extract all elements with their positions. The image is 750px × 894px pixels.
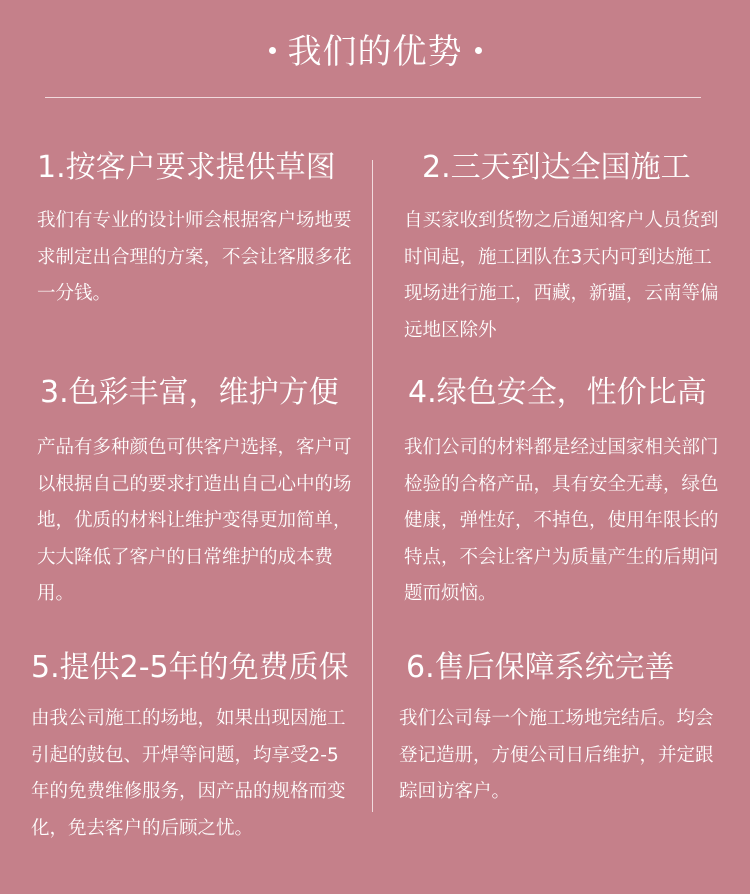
column-divider: [372, 160, 373, 812]
advantage-item: [37, 148, 357, 313]
advantage-item: [404, 373, 724, 613]
advantage-description: 自买家收到货物之后通知客户人员货到时间起，施工团队在3天内可到达施工现场进行施工，西藏，新疆，云南等偏远地区除外: [404, 210, 719, 341]
advantage-item: [399, 648, 723, 811]
advantage-title: 2.三天到达全国施工: [422, 150, 691, 185]
advantage-description: 我们公司每一个施工场地完结后。均会登记造册，方便公司日后维护，并定跟踪回访客户。: [399, 708, 714, 802]
bullet-dot-icon: [475, 47, 482, 54]
advantage-title: 1.按客户要求提供草图: [37, 150, 336, 185]
bullet-dot-icon: [269, 47, 276, 54]
advantage-item: [404, 148, 724, 349]
advantage-title: 5.提供2-5年的免费质保: [31, 650, 349, 685]
advantage-title: 3.色彩丰富，维护方便: [40, 375, 339, 410]
advantage-item: [31, 648, 355, 847]
section-title: 我们的优势: [287, 32, 463, 72]
advantage-title: 4.绿色安全，性价比高: [408, 375, 707, 410]
advantage-item: [37, 373, 357, 613]
advantage-title: 6.售后保障系统完善: [406, 650, 675, 685]
advantage-description: 我们公司的材料都是经过国家相关部门检验的合格产品，具有安全无毒，绿色健康，弹性好，不掉色，使用年限长的特点，不会让客户为质量产生的后期问题而烦恼。: [404, 437, 719, 604]
advantage-description: 我们有专业的设计师会根据客户场地要求制定出合理的方案，不会让客服多花一分钱。: [37, 210, 352, 304]
section-header: [0, 28, 750, 76]
advantage-description: 产品有多种颜色可供客户选择，客户可以根据自己的要求打造出自己心中的场地，优质的材料让维护变得更加简单，大大降低了客户的日常维护的成本费用。: [37, 437, 352, 604]
advantage-description: 由我公司施工的场地，如果出现因施工引起的鼓包、开焊等问题，均享受2-5年的免费维修服务，因产品的规格而变化，免去客户的后顾之忧。: [31, 708, 346, 839]
header-divider: [45, 97, 701, 98]
